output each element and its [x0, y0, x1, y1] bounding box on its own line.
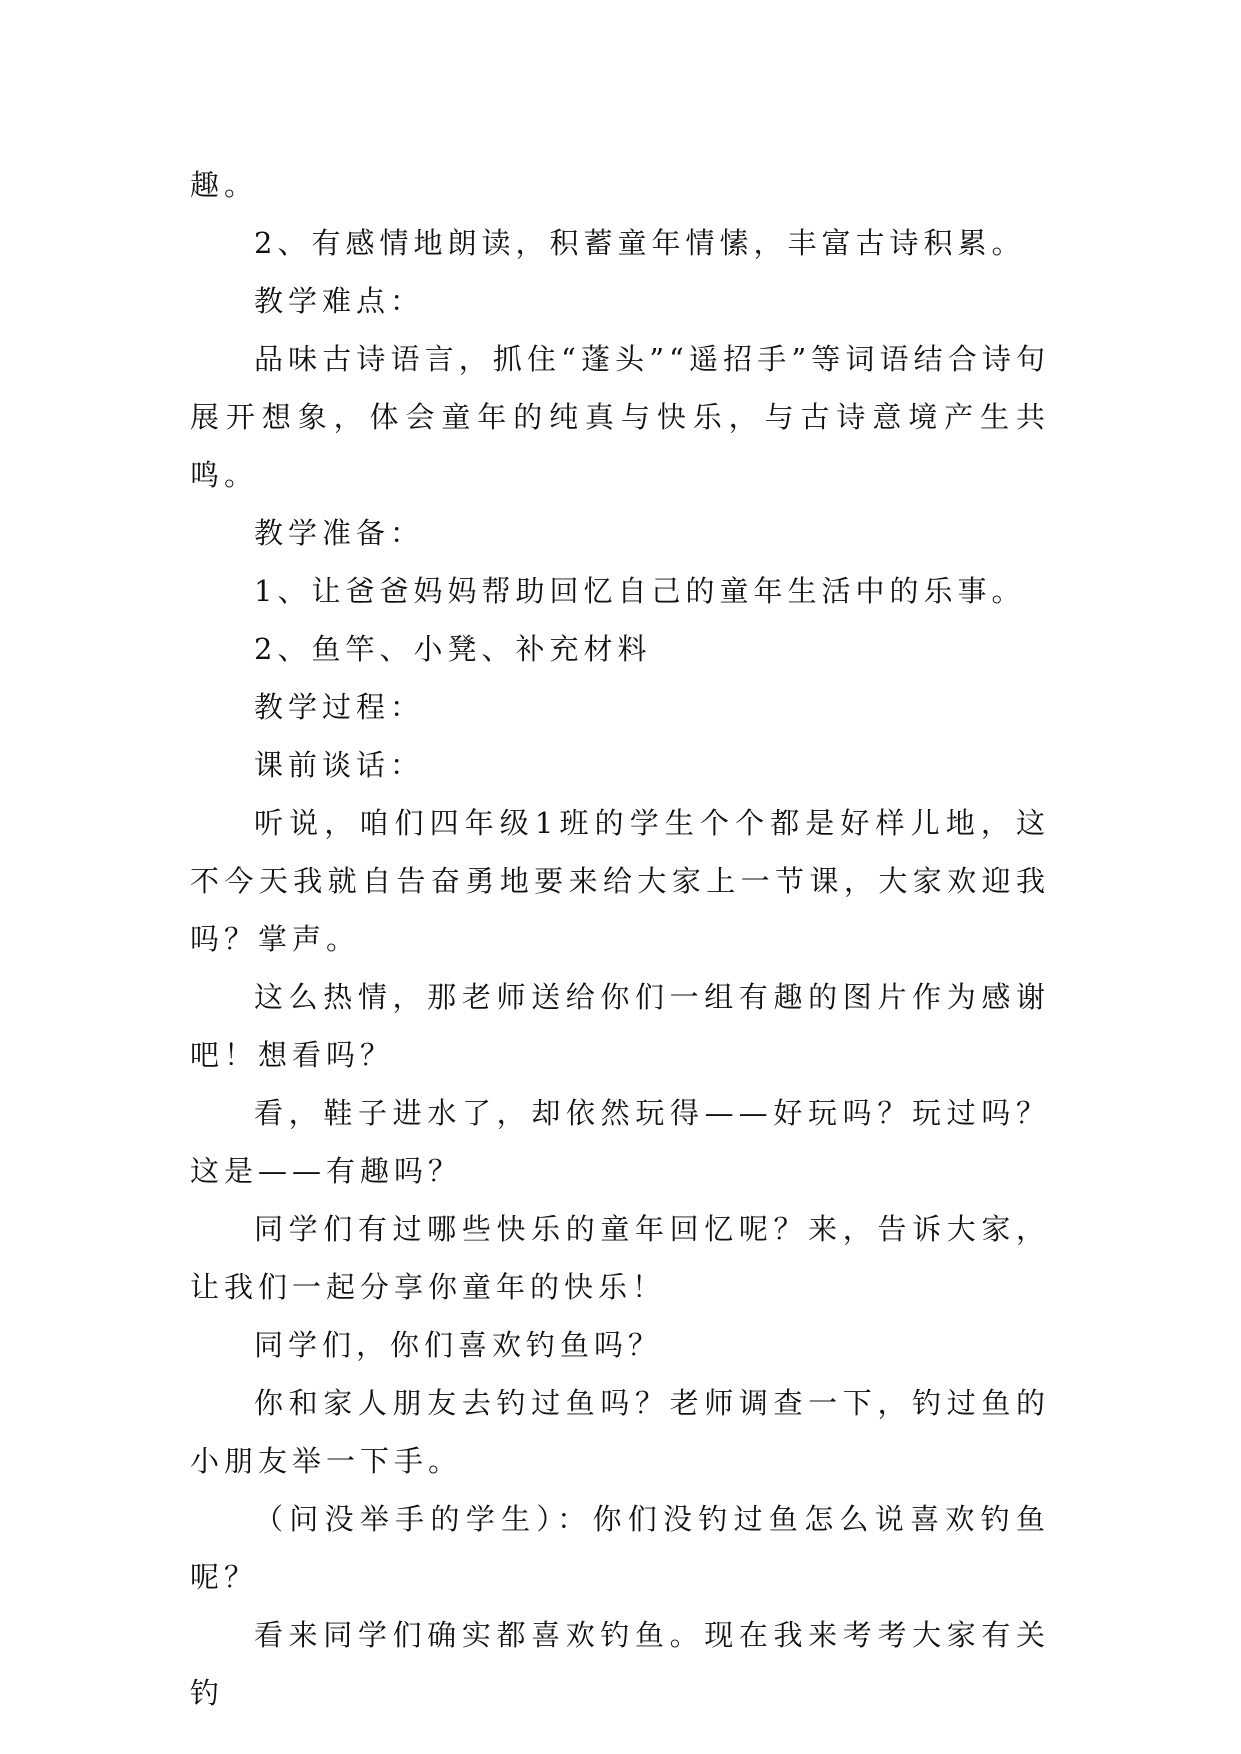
- paragraph-4: 品味古诗语言，抓住“蓬头”“遥招手”等词语结合诗句展开想象，体会童年的纯真与快乐，与古诗意境产生共鸣。: [190, 342, 1050, 492]
- paragraph-10: 听说，咱们四年级1班的学生个个都是好样儿地，这不今天我就自告奋勇地要来给大家上一节课，大家欢迎我吗？掌声。: [190, 806, 1050, 956]
- heading-teaching-preparation: 教学准备：: [254, 516, 425, 550]
- paragraph-13: 同学们有过哪些快乐的童年回忆呢？来，告诉大家，让我们一起分享你童年的快乐！: [190, 1212, 1050, 1304]
- heading-pre-class-talk: 课前谈话：: [254, 748, 425, 782]
- paragraph-1: 趣。: [190, 168, 259, 202]
- heading-teaching-process: 教学过程：: [254, 690, 425, 724]
- heading-teaching-difficulty: 教学难点：: [254, 284, 425, 318]
- paragraph-11: 这么热情，那老师送给你们一组有趣的图片作为感谢吧！想看吗？: [190, 980, 1050, 1072]
- paragraph-15: 你和家人朋友去钓过鱼吗？老师调查一下，钓过鱼的小朋友举一下手。: [190, 1386, 1050, 1478]
- paragraph-7: 2、鱼竿、小凳、补充材料: [254, 632, 652, 666]
- paragraph-14: 同学们，你们喜欢钓鱼吗？: [254, 1328, 663, 1362]
- paragraph-12: 看，鞋子进水了，却依然玩得——好玩吗？玩过吗？这是——有趣吗？: [190, 1096, 1050, 1188]
- paragraph-6: 1、让爸爸妈妈帮助回忆自己的童年生活中的乐事。: [254, 574, 1026, 608]
- document-body: [190, 156, 1050, 1722]
- paragraph-16: （问没举手的学生）：你们没钓过鱼怎么说喜欢钓鱼呢？: [190, 1502, 1050, 1594]
- paragraph-17: 看来同学们确实都喜欢钓鱼。现在我来考考大家有关钓: [190, 1618, 1050, 1710]
- paragraph-2: 2、有感情地朗读，积蓄童年情愫，丰富古诗积累。: [254, 226, 1026, 260]
